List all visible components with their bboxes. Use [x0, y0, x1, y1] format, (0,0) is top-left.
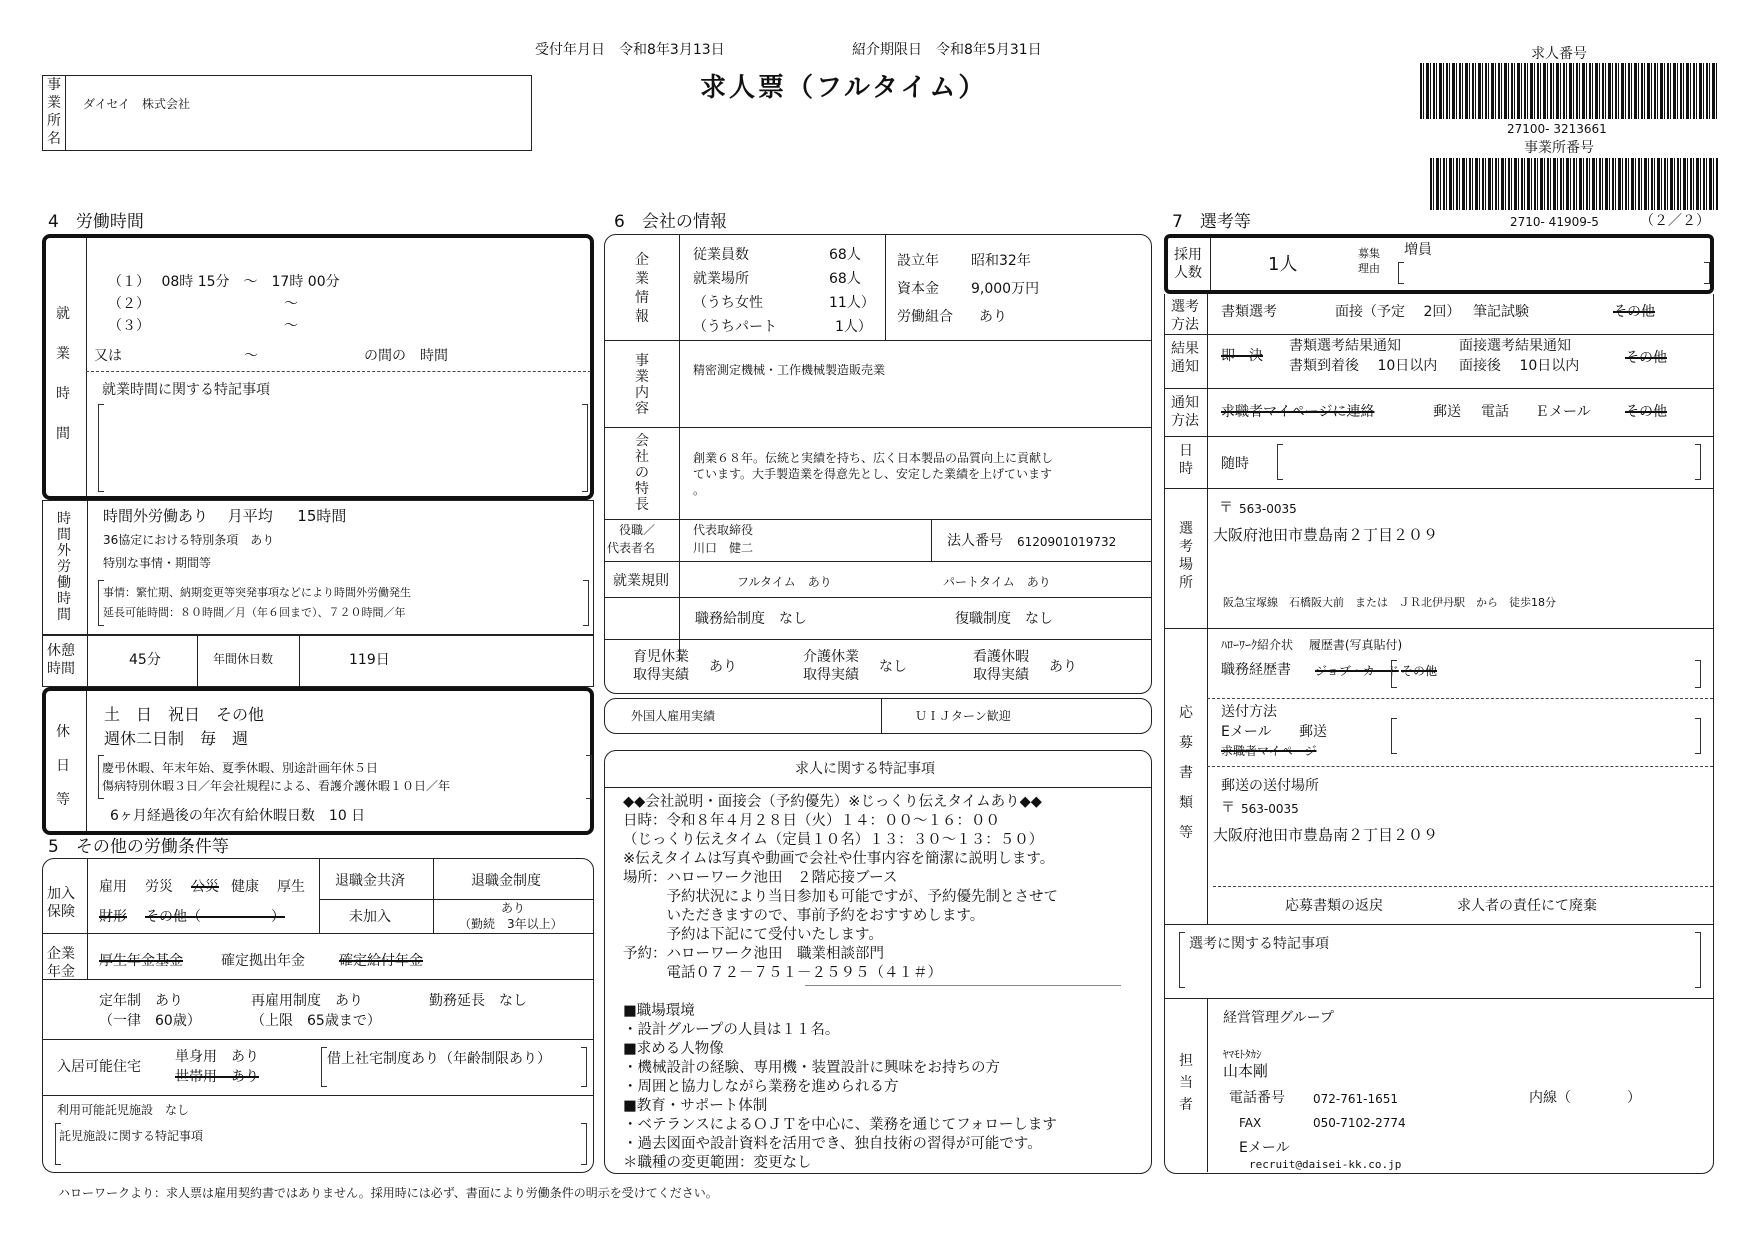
send-mypage: 求職者マイページ — [1221, 744, 1317, 758]
job-special-line: 日時：令和８年４月２８日（火）１４：００～１６：００ — [623, 813, 1000, 829]
sec6-title: 6 会社の情報 — [614, 212, 727, 232]
result-interview: 面接後 10日以内 — [1459, 358, 1580, 374]
break-value: 45分 — [129, 652, 161, 668]
shift-1: （１） 08時 15分 ～ 17時 00分 — [108, 274, 340, 290]
doc-other: その他 — [1401, 664, 1438, 678]
company-info-box — [604, 234, 1152, 694]
ins-rosai: 労災 — [145, 879, 173, 895]
care-leave-label-2: 取得実績 — [803, 667, 859, 683]
office-name: ダイセイ 株式会社 — [83, 97, 191, 111]
page-number: （２／２） — [1640, 213, 1710, 229]
result-label: 結果通知 — [1171, 341, 1199, 375]
weekly-system: 週休二日制 毎 週 — [104, 729, 249, 748]
employees: 68人 — [829, 247, 861, 263]
childcare-facility: 利用可能託児施設 なし — [57, 1103, 190, 1117]
foreign-uij-box — [604, 698, 1152, 734]
or-tilde: ～ — [244, 348, 258, 364]
work-hours-notes-label: 就業時間に関する特記事項 — [102, 382, 270, 398]
holidays-days: 土 日 祝日 その他 — [104, 705, 265, 724]
sec5-box — [42, 858, 594, 1173]
shift-2-tilde: ～ — [284, 296, 298, 312]
rules-label: 就業規則 — [613, 573, 669, 589]
notice-phone: 電話 — [1481, 404, 1509, 420]
pension-dc: 確定拠出年金 — [221, 953, 305, 969]
job-special-line: ・周囲と協力しながら業務を進められる方 — [623, 1079, 899, 1095]
paid-leave: 6ヶ月経過後の年次有給休暇日数 10 日 — [110, 808, 366, 824]
notice-label: 通知方法 — [1171, 395, 1199, 429]
union: あり — [979, 309, 1007, 325]
date: 随時 — [1221, 456, 1249, 472]
notice-other: その他 — [1625, 404, 1667, 420]
method-written: 筆記試験 — [1473, 304, 1529, 320]
ins-koyo: 雇用 — [99, 879, 127, 895]
reinstate: 復職制度 なし — [955, 611, 1053, 627]
housing-single: 単身用 あり — [175, 1049, 259, 1065]
overtime-box — [42, 500, 594, 635]
pension-label: 企業年金 — [47, 946, 75, 980]
ins-kosei: 厚生 — [277, 879, 305, 895]
pension-db: 確定給付年金 — [339, 953, 423, 969]
result-other: その他 — [1625, 350, 1667, 366]
shift-3: （３） — [108, 318, 150, 334]
work-hours-box — [42, 234, 594, 500]
childcare-leave: あり — [709, 659, 737, 675]
site-label: 就業場所 — [693, 271, 749, 287]
email-label: Eメール — [1239, 1140, 1290, 1156]
send-email: Eメール — [1221, 724, 1272, 740]
job-special-line: ※伝えタイムは写真や動画で会社や仕事内容を簡潔に説明します。 — [623, 851, 1055, 867]
rules-part: パートタイム あり — [943, 575, 1051, 589]
reception-date: 受付年月日 令和8年3月13日 — [535, 42, 725, 58]
capital: 9,000万円 — [971, 281, 1040, 297]
job-special-line: 電話０７２－７５１－２５９５（４１＃） — [623, 965, 942, 981]
holiday-notes-1: 慶弔休暇、年末年始、夏季休暇、別途計画年休５日 — [102, 761, 379, 775]
sec4-title: 4 労働時間 — [48, 212, 144, 232]
contact-label: 担当者 — [1179, 1053, 1193, 1113]
doc-jobcard: ジョブ・カード — [1315, 664, 1399, 678]
referral-deadline: 紹介期限日 令和8年5月31日 — [852, 42, 1042, 58]
holidays-box — [42, 687, 594, 835]
retire-mutual: 未加入 — [349, 909, 391, 925]
job-special-line: 場所：ハローワーク池田 ２階応接ブース — [623, 870, 898, 886]
job-special-line: ■職場環境 — [623, 1003, 695, 1019]
office-name-label: 事業所名 — [47, 77, 61, 147]
reason-label: 募集理由 — [1358, 247, 1380, 275]
business-label: 事業内容 — [635, 353, 649, 417]
notice-mypage: 求職者マイページに連絡 — [1221, 404, 1375, 420]
special-reason: 事情：繁忙期、納期変更等突発事項などにより時間外労働発生 — [103, 586, 411, 599]
job-special-line: ・設計グループの人員は１１名。 — [623, 1022, 840, 1038]
office-name-box — [42, 75, 532, 151]
result-interview-title: 面接選考結果通知 — [1459, 338, 1571, 354]
site-employees: 68人 — [829, 271, 861, 287]
overtime-value: 時間外労働あり 月平均 15時間 — [103, 507, 347, 525]
method-label: 選考方法 — [1171, 299, 1199, 333]
corp-no-label: 法人番号 — [947, 533, 1003, 549]
rehire-detail: （上限 65歳まで） — [251, 1013, 381, 1029]
retire-mutual-label: 退職金共済 — [335, 873, 405, 889]
mail-postal: 563-0035 — [1241, 802, 1299, 816]
care-leave: なし — [879, 659, 907, 675]
corp-info-label: 企業情報 — [635, 252, 649, 325]
corp-no: 6120901019732 — [1017, 535, 1117, 549]
postal-mark: 〒 — [1219, 500, 1233, 516]
tel-label: 電話番号 — [1229, 1090, 1285, 1106]
or-line: 又は — [94, 348, 122, 364]
job-special-line: 予約：ハローワーク池田 職業相談部門 — [623, 946, 884, 962]
result-doc: 書類到着後 10日以内 — [1289, 358, 1438, 374]
footer-note: ハローワークより：求人票は雇用契約書ではありません。採用時には必ず、書面により労働条件の明示を受けてください。 — [58, 1186, 718, 1200]
access: 阪急宝塚線 石橋阪大前 または ＪＲ北伊丹駅 から 徒歩18分 — [1223, 596, 1556, 609]
mail-address: 大阪府池田市豊島南２丁目２０９ — [1213, 826, 1439, 844]
result-doc-title: 書類選考結果通知 — [1289, 338, 1401, 354]
shift-2: （２） — [108, 296, 150, 312]
work-hours-label: 就業時間 — [56, 306, 70, 442]
send-mail: 郵送 — [1299, 724, 1327, 740]
care-leave-label-1: 介護休業 — [803, 649, 859, 665]
job-special-line: ■教育・サポート体制 — [623, 1098, 768, 1114]
job-special-line: ◆◆会社説明・面接会（予約優先）※じっくり伝えタイムあり◆◆ — [623, 794, 1042, 810]
rep-label-2: 代表者名 — [607, 541, 656, 555]
break-box — [42, 635, 594, 687]
features-1: 創業６８年。伝統と実績を持ち、広く日本製品の品質向上に貢献し — [693, 451, 1054, 465]
housing-label: 入居可能住宅 — [57, 1059, 141, 1075]
job-special-line: いただきますので、事前予約をおすすめします。 — [623, 908, 985, 924]
retire-system-note: （勤続 3年以上） — [459, 917, 563, 931]
founded-label: 設立年 — [897, 253, 939, 269]
method-other: その他 — [1613, 304, 1655, 320]
job-special-notes-box — [604, 750, 1152, 1174]
uij-turn: ＵＩＪターン歓迎 — [915, 709, 1011, 723]
selection-box — [1164, 294, 1714, 1174]
office-number: 2710- 41909-5 — [1510, 215, 1599, 229]
rep-title: 代表取締役 — [693, 523, 754, 537]
annual-holidays: 119日 — [349, 652, 390, 668]
sec5-title: 5 その他の労働条件等 — [48, 837, 229, 857]
job-special-line: ・過去図面や設計資料を活用でき、独自技術の習得が可能です。 — [623, 1136, 1042, 1152]
ins-kenko: 健康 — [231, 879, 259, 895]
job-special-title: 求人に関する特記事項 — [795, 761, 935, 777]
part: 1人） — [835, 319, 872, 335]
insurance-label: 加入保険 — [47, 886, 75, 920]
women-label: （うち女性 — [693, 295, 763, 311]
docs-label: 応募書類等 — [1179, 705, 1193, 841]
job-number-barcode — [1420, 63, 1718, 119]
office-number-barcode — [1430, 158, 1718, 210]
doc-1: ﾊﾛｰﾜｰｸ紹介状 履歴書(写真貼付) — [1221, 638, 1403, 652]
address: 大阪府池田市豊島南２丁目２０９ — [1213, 526, 1439, 544]
features-label: 会社の特長 — [635, 433, 649, 513]
overtime-label: 時間外労働時間 — [57, 511, 71, 623]
contact-kana: ﾔﾏﾓﾄﾀｶｼ — [1223, 1048, 1262, 1061]
rules-full: フルタイム あり — [737, 575, 832, 589]
childcare-notes-label: 託児施設に関する特記事項 — [59, 1129, 204, 1143]
annual-holidays-label: 年間休日数 — [213, 652, 274, 666]
retire-system: あり — [501, 901, 526, 915]
foreign-employment: 外国人雇用実績 — [631, 709, 716, 723]
contact-name: 山本剛 — [1223, 1062, 1269, 1080]
job-special-line: ・機械設計の経験、専用機・装置設計に興味をお持ちの方 — [623, 1060, 1000, 1076]
result-immediate: 即 決 — [1221, 348, 1263, 364]
fax-label: FAX — [1239, 1116, 1262, 1130]
return: 求人者の責任にて廃棄 — [1457, 898, 1597, 914]
job-special-line: ＊職種の変更範囲：変更なし — [623, 1155, 812, 1171]
email: recruit@daisei-kk.co.jp — [1249, 1158, 1402, 1171]
method-interview: 面接（予定 2回） — [1335, 304, 1461, 320]
ins-other: その他（ ） — [145, 909, 285, 925]
employees-label: 従業員数 — [693, 247, 749, 263]
nursing-leave-label-2: 取得実績 — [973, 667, 1029, 683]
hire-count-box — [1164, 234, 1714, 294]
send-label: 送付方法 — [1221, 704, 1277, 720]
hire-count-label: 採用人数 — [1174, 247, 1202, 281]
business: 精密測定機械・工作機械製造販売業 — [693, 363, 886, 377]
childcare-leave-label-2: 取得実績 — [633, 667, 689, 683]
or-between: の間の 時間 — [364, 348, 448, 364]
retire-age: 定年制 あり — [99, 993, 183, 1009]
retire-system-label: 退職金制度 — [471, 873, 541, 889]
job-special-line: 予約は下記にて受付いたします。 — [623, 927, 883, 943]
job-special-line: （じっくり伝えタイム（定員１０名）１３：３０～１３：５０） — [623, 832, 1044, 848]
mail-postal-mark: 〒 — [1221, 800, 1235, 816]
holidays-label: 休日等 — [56, 724, 70, 808]
reason: 増員 — [1404, 242, 1432, 258]
special-extension: 延長可能時間：８０時間／月（年６回まで）、７２０時間／年 — [103, 606, 406, 619]
work-extension: 勤務延長 なし — [429, 993, 527, 1009]
pension-kosei: 厚生年金基金 — [99, 953, 183, 969]
features-2: ています。大手製造業を得意先とし、安定した業績を上げています — [693, 467, 1053, 481]
job-number: 27100- 3213661 — [1507, 122, 1607, 136]
tel: 072-761-1651 — [1313, 1092, 1399, 1106]
method-doc: 書類選考 — [1221, 304, 1277, 320]
women: 11人） — [829, 295, 875, 311]
part-label: （うちパート — [693, 319, 777, 335]
selection-notes-label: 選考に関する特記事項 — [1189, 936, 1329, 952]
ext-label: 内線（ ） — [1529, 1090, 1641, 1106]
job-special-line: ■求める人物像 — [623, 1041, 724, 1057]
holiday-notes-2: 傷病特別休暇３日／年会社規程による、看護介護休暇１０日／年 — [102, 779, 451, 793]
postal: 563-0035 — [1239, 502, 1297, 516]
special-label: 特別な事情・期間等 — [103, 556, 212, 570]
notice-email: Ｅメール — [1535, 404, 1591, 420]
place-label: 選考場所 — [1179, 521, 1193, 591]
hire-count: 1人 — [1268, 254, 1298, 275]
date-label: 日時 — [1179, 443, 1193, 477]
article36: 36協定における特別条項 あり — [103, 533, 275, 547]
capital-label: 資本金 — [897, 281, 939, 297]
rehire: 再雇用制度 あり — [251, 993, 363, 1009]
office-number-label: 事業所番号 — [1524, 140, 1594, 156]
notice-mail: 郵送 — [1433, 404, 1461, 420]
job-special-line: 予約状況により当日参加も可能ですが、予約優先制とさせて — [623, 889, 1058, 905]
job-special-line: ・ベテランスによるＯＪＴを中心に、業務を通じてフォローします — [623, 1117, 1057, 1133]
rep-label-1: 役職／ — [619, 523, 656, 537]
shift-3-tilde: ～ — [284, 318, 298, 334]
break-label: 休憩時間 — [47, 643, 75, 677]
features-3: 。 — [693, 483, 706, 497]
ins-zaikei: 財形 — [99, 909, 127, 925]
sec7-title: 7 選考等 — [1172, 212, 1251, 232]
rep-name: 川口 健二 — [693, 541, 754, 555]
doc-2: 職務経歴書 — [1221, 662, 1291, 678]
retire-age-detail: （一律 60歳） — [99, 1013, 201, 1029]
union-label: 労働組合 — [897, 309, 953, 325]
housing-note: 借上社宅制度あり（年齢制限あり） — [327, 1051, 551, 1067]
ins-kosai: 公災 — [191, 879, 219, 895]
return-label: 応募書類の返戻 — [1285, 898, 1383, 914]
housing-family: 世帯用 あり — [175, 1069, 259, 1085]
duty-pay: 職務給制度 なし — [695, 611, 807, 627]
mail-place-label: 郵送の送付場所 — [1221, 778, 1319, 794]
nursing-leave: あり — [1049, 659, 1077, 675]
nursing-leave-label-1: 看護休暇 — [973, 649, 1029, 665]
contact-group: 経営管理グループ — [1223, 1010, 1334, 1026]
childcare-leave-label-1: 育児休業 — [633, 649, 689, 665]
job-number-label: 求人番号 — [1531, 46, 1587, 62]
founded: 昭和32年 — [971, 253, 1031, 269]
page-title: 求人票（フルタイム） — [700, 73, 988, 103]
fax: 050-7102-2774 — [1313, 1116, 1406, 1130]
